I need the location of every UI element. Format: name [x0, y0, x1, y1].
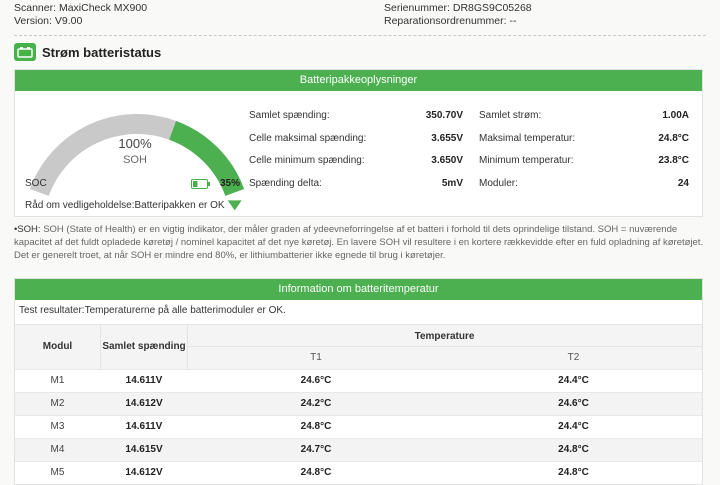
soc-label: SOC [25, 178, 47, 189]
cell-t2: 24.6°C [558, 398, 589, 409]
repair-order-number: Reparationsordrenummer: -- [384, 15, 517, 27]
stat-label: Celle minimum spænding: [249, 155, 365, 166]
stat-value: 24 [677, 177, 689, 189]
cell-t1: 24.2°C [300, 398, 332, 409]
col-voltage: Samlet spænding [102, 341, 186, 352]
stat-total-voltage [247, 106, 465, 129]
header-divider-line [187, 346, 702, 347]
battery-pack-panel [14, 69, 703, 217]
stat-label: Samlet spænding: [249, 110, 330, 121]
stat-total-current [477, 106, 691, 129]
stat-value: 5mV [441, 177, 463, 189]
table-header [15, 324, 702, 370]
battery-level [193, 181, 198, 187]
cell-voltage: 14.611V [125, 375, 163, 386]
stat-cell-max-voltage [247, 129, 465, 152]
table-row [15, 415, 702, 438]
cell-t2: 24.4°C [558, 375, 589, 386]
table-row [15, 392, 702, 415]
battery-temperature-panel [14, 278, 703, 485]
cell-module: M3 [50, 421, 65, 432]
stats-right [477, 106, 691, 196]
stat-label: Celle maksimal spænding: [249, 132, 367, 144]
soh-explanation [14, 223, 704, 262]
soh-percent: 100% [118, 136, 152, 151]
cell-t2: 24.8°C [558, 444, 589, 455]
cell-module: M1 [50, 375, 65, 386]
cell-module: M4 [50, 444, 65, 455]
scanner-name: Scanner: MaxiCheck MX900 [14, 2, 148, 14]
stats-left [247, 106, 465, 196]
header-divider-line [187, 325, 188, 370]
header-divider-line [100, 325, 101, 370]
table-row [15, 461, 702, 484]
col-t2: T2 [567, 352, 580, 363]
header-divider [14, 35, 706, 36]
soc-value: 35% [220, 178, 241, 189]
cell-t1: 24.8°C [300, 467, 332, 478]
stat-max-temperature [477, 129, 691, 152]
cell-module: M2 [50, 398, 65, 409]
maintenance-advice: Råd om vedligeholdelse:Batteripakken er OK [25, 200, 225, 211]
battery-temperature-header: Information om batteritemperatur [15, 279, 702, 300]
soh-gauge-marker [228, 200, 242, 210]
stat-value: 23.8°C [658, 155, 689, 166]
serial-number: Serienummer: DR8GS9C05268 [384, 2, 532, 14]
table-row [15, 438, 702, 461]
col-module: Modul [42, 341, 73, 352]
col-temperature: Temperature [414, 331, 475, 342]
stat-value: 3.650V [431, 155, 463, 166]
cell-t2: 24.4°C [558, 421, 589, 432]
test-result: Test resultater:Temperaturerne på alle batterimoduler er OK. [19, 305, 286, 316]
cell-voltage: 14.615V [125, 444, 163, 455]
stat-min-temperature [477, 151, 691, 174]
battery-pack-header: Batteripakkeoplysninger [15, 70, 702, 91]
table-row [15, 369, 702, 392]
table-body [15, 369, 702, 484]
cell-voltage: 14.611V [125, 421, 163, 432]
stat-label: Minimum temperatur: [479, 155, 574, 166]
scanner-info [14, 2, 147, 28]
stat-value: 350.70V [425, 110, 463, 121]
stat-label: Maksimal temperatur: [479, 132, 576, 144]
stat-voltage-delta [247, 174, 465, 197]
soh-note-text: SOH (State of Health) er en vigtig indikator, der måler graden af ydeevneforringelse af et batteri i forhold til dets oprindelige tilstand. SOH = nuværende kapacitet af det fuldt opladede køretøj / nominel kapacitet af det nye køretøj. En lavere SOH vil resultere i en kortere rækkevidde efter en fuld opladning af køretøjet. Det er generelt troet, at når SOH er mindre end 80%, er lithiumbatterier ikke egnede til brug i køretøjer. [14, 224, 704, 261]
stat-modules [477, 174, 691, 197]
stat-value: 1.00A [662, 110, 689, 121]
col-t1: T1 [310, 352, 322, 363]
cell-voltage: 14.612V [125, 398, 163, 409]
cell-voltage: 14.612V [125, 467, 163, 478]
cell-t1: 24.8°C [300, 421, 332, 432]
stat-label: Samlet strøm: [479, 110, 542, 121]
cell-t2: 24.8°C [558, 467, 589, 478]
stat-value: 3.655V [431, 132, 463, 144]
soh-note-prefix: •SOH: [14, 224, 41, 235]
cell-module: M5 [50, 467, 65, 478]
battery-icon [191, 179, 211, 189]
stat-value: 24.8°C [658, 132, 689, 144]
soh-label: SOH [123, 154, 147, 166]
stat-label: Moduler: [479, 177, 518, 189]
stat-cell-min-voltage [247, 151, 465, 174]
cell-t1: 24.6°C [300, 375, 332, 386]
section-title [14, 43, 161, 61]
section-title-text: Strøm batteristatus [42, 44, 162, 60]
cell-t1: 24.7°C [300, 444, 332, 455]
stat-label: Spænding delta: [249, 177, 322, 189]
scanner-version: Version: V9.00 [14, 15, 83, 27]
report-ids [384, 2, 532, 28]
battery-status-icon [14, 43, 36, 61]
